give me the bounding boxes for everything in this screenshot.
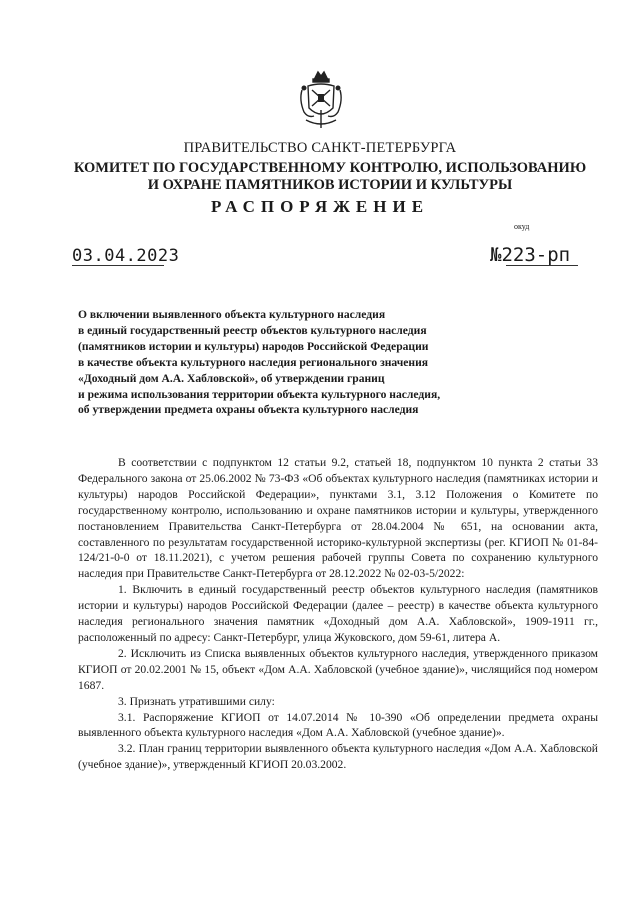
title-line: (памятников истории и культуры) народов Российской Федерации bbox=[78, 339, 429, 353]
item-1-paragraph: 1. Включить в единый государственный реестр объектов культурного наследия (памятников истории и культуры) народов Российской Федерации (далее – реестр) в качестве объекта культурного наследия регионального значения памятник «Доходный дом А.А. Хабловской», 1909-1911 гг., расположенный по адресу: Санкт-Петербург, улица Жуковского, дом 59-61, литера А. bbox=[78, 583, 598, 644]
title-line: в качестве объекта культурного наследия регионального значения bbox=[78, 355, 429, 369]
document-number bbox=[490, 244, 570, 266]
title-line: О включении выявленного объекта культурного наследия bbox=[78, 308, 386, 321]
preamble-paragraph: В соответствии с подпунктом 12 статьи 9.2, статьей 18, подпунктом 10 пункта 2 статьи 33 Федерального закона от 25.06.2002 № 73-ФЗ «Об объектах культурного наследия (памятниках истории и культуры) народов Российской Федерации», пунктами 3.1, 3.12 Положения о Комитете по государственному контролю, использованию и охране памятников истории и культуры, утвержденного постановлением Правительства Санкт-Петербурга от 28.04.2004 № 651, на основании акта, составленного по результатам государственной историко-культурной экспертизы (рег. КГИОП № 01-84-124/21-0-0 от 18.11.2021), с учетом решения рабочей группы Совета по сохранению культурного наследия при Правительстве Санкт-Петербурга от 28.12.2022 № 02-03-5/2022: bbox=[78, 456, 598, 581]
document-date: 03.04.2023 bbox=[72, 246, 180, 266]
item-3-1-paragraph: 3.1. Распоряжение КГИОП от 14.07.2014 № 10-390 «Об определении предмета охраны выявленного объекта культурного наследия «Дом А.А. Хабловской (учебное здание)». bbox=[78, 710, 598, 740]
title-line: «Доходный дом А.А. Хабловской», об утверждении границ bbox=[78, 371, 385, 385]
date-underline bbox=[72, 265, 164, 266]
number-prefix: № bbox=[490, 244, 502, 266]
number-underline bbox=[506, 265, 578, 266]
document-body bbox=[78, 455, 598, 773]
number-value: 223-рп bbox=[501, 244, 571, 266]
title-line: в единый государственный реестр объектов культурного наследия bbox=[78, 323, 427, 337]
government-name: ПРАВИТЕЛЬСТВО САНКТ-ПЕТЕРБУРГА bbox=[183, 140, 457, 156]
st-petersburg-coat-of-arms-icon bbox=[298, 70, 344, 132]
title-line: и режима использования территории объекта культурного наследия, bbox=[78, 387, 441, 401]
committee-line-2: И ОХРАНЕ ПАМЯТНИКОВ ИСТОРИИ И КУЛЬТУРЫ bbox=[147, 177, 513, 193]
document-type: РАСПОРЯЖЕНИЕ bbox=[210, 197, 430, 216]
okud-label: окуд bbox=[514, 222, 530, 231]
committee-name bbox=[60, 160, 600, 194]
item-3-paragraph: 3. Признать утратившими силу: bbox=[118, 694, 275, 708]
item-3-2-paragraph: 3.2. План границ территории выявленного объекта культурного наследия «Дом А.А. Хабловской (учебное здание)», утвержденный КГИОП 20.03.2002. bbox=[78, 742, 598, 772]
committee-line-1: КОМИТЕТ ПО ГОСУДАРСТВЕННОМУ КОНТРОЛЮ, ИСПОЛЬЗОВАНИЮ bbox=[73, 160, 587, 176]
item-2-paragraph: 2. Исключить из Списка выявленных объектов культурного наследия, утвержденного приказом КГИОП от 20.02.2001 № 15, объект «Дом А.А. Хабловской (учебное здание)», числящийся под номером 1687. bbox=[78, 646, 598, 692]
title-line: об утверждении предмета охраны объекта культурного наследия bbox=[78, 403, 419, 417]
document-title bbox=[78, 307, 598, 418]
